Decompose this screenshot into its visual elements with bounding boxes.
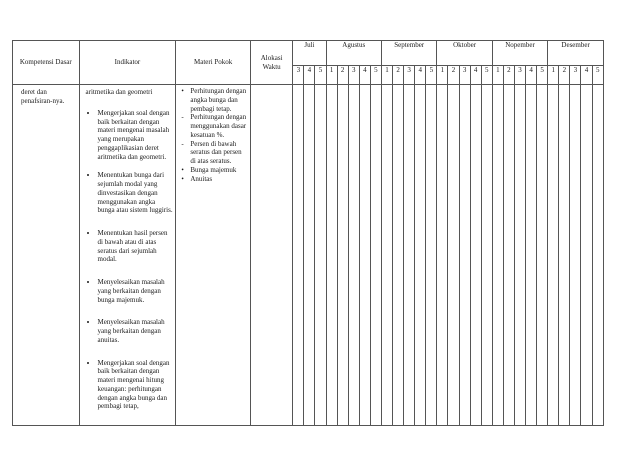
week-cell [404,85,415,426]
week-cell [537,85,548,426]
kompetensi-text: deret dan penafsiran-nya. [21,88,65,105]
week-header: 3 [514,66,525,85]
month-header: Nopember [492,41,547,66]
week-header: 2 [503,66,514,85]
week-cell [448,85,459,426]
week-cell [470,85,481,426]
week-header: 5 [481,66,492,85]
month-header: Juli [293,41,326,66]
indikator-item: • Menentukan hasil persen di bawah atau di atas seratus dari sejumlah modal. [98,229,174,264]
header-alokasi-waktu [250,41,292,85]
week-cell [426,85,437,426]
indikator-item: • Mengerjakan soal dengan baik berkaitan dengan materi mengenai masalah yang merupakan penggaplikasian deret aritmetika dan geometri. [98,109,174,162]
materi-item: - Perhitungan dengan menggunakan dasar kesatuan %. [190,113,248,139]
week-header: 1 [548,66,559,85]
week-header: 2 [448,66,459,85]
week-cell [415,85,426,426]
week-header: 5 [426,66,437,85]
week-header: 5 [315,66,326,85]
week-cell [393,85,404,426]
week-cell [437,85,448,426]
week-cell [326,85,337,426]
week-cell [548,85,559,426]
indikator-item: • Menyelesaikan masalah yang berkaitan dengan bunga majemuk. [98,278,174,304]
month-header: Oktober [437,41,492,66]
week-cell [315,85,326,426]
week-header: 4 [304,66,315,85]
week-cell [359,85,370,426]
week-header: 2 [393,66,404,85]
week-cell [570,85,581,426]
week-header: 5 [537,66,548,85]
week-header: 4 [581,66,592,85]
header-kompetensi-dasar: Kompetensi Dasar [13,41,80,85]
alokasi-cell [250,85,292,426]
week-header: 1 [381,66,392,85]
week-cell [337,85,348,426]
week-header: 4 [415,66,426,85]
header-row-months [13,41,604,66]
materi-cell [176,85,251,426]
week-cell [581,85,592,426]
week-cell [348,85,359,426]
content-row [13,85,604,426]
week-header: 5 [592,66,603,85]
week-cell [559,85,570,426]
week-cell [492,85,503,426]
week-cell [293,85,304,426]
month-header: Desember [548,41,604,66]
kompetensi-cell [13,85,80,426]
week-cell [370,85,381,426]
week-header: 4 [359,66,370,85]
schedule-table [12,40,604,426]
materi-item: • Bunga majemuk [190,166,248,175]
header-materi-pokok: Materi Pokok [176,41,251,85]
week-header: 3 [348,66,359,85]
materi-item: - Persen di bawah seratus dan persen di atas seratus. [190,140,248,166]
week-header: 4 [470,66,481,85]
week-header: 3 [459,66,470,85]
header-indikator: Indikator [79,41,176,85]
week-cell [503,85,514,426]
week-cell [514,85,525,426]
week-cell [304,85,315,426]
indikator-item: • Menyelesaikan masalah yang berkaitan dengan anuitas. [98,318,174,344]
header-alokasi-line1: Alokasi [260,53,283,62]
week-header: 4 [526,66,537,85]
week-header: 5 [370,66,381,85]
week-header: 1 [437,66,448,85]
week-header: 3 [293,66,304,85]
week-header: 1 [326,66,337,85]
materi-item: • Perhitungan dengan angka bunga dan pembagi tetap. [190,87,248,113]
week-header: 1 [492,66,503,85]
header-alokasi-line2: Waktu [262,62,281,71]
month-header: Agustus [326,41,381,66]
week-header: 2 [559,66,570,85]
indikator-item: • Mengerjakan soal dengan baik berkaitan dengan materi mengenai hitung keuangan: perhitungan dengan angka bunga dan pembagi tetap, [98,359,174,412]
month-header: September [381,41,436,66]
indikator-item: • Menentukan bunga dari sejumlah modal yang dinvestasikan dengan menggunakan angka bunga atau sistem luggiris. [98,171,174,215]
indikator-first-line: aritmetika dan geometri [85,88,153,96]
week-header: 3 [404,66,415,85]
week-header: 3 [570,66,581,85]
week-cell [526,85,537,426]
materi-item: • Anuitas [190,175,248,184]
week-header: 2 [337,66,348,85]
week-cell [381,85,392,426]
indikator-cell [79,85,176,426]
week-cell [481,85,492,426]
week-cell [459,85,470,426]
week-cell [592,85,603,426]
